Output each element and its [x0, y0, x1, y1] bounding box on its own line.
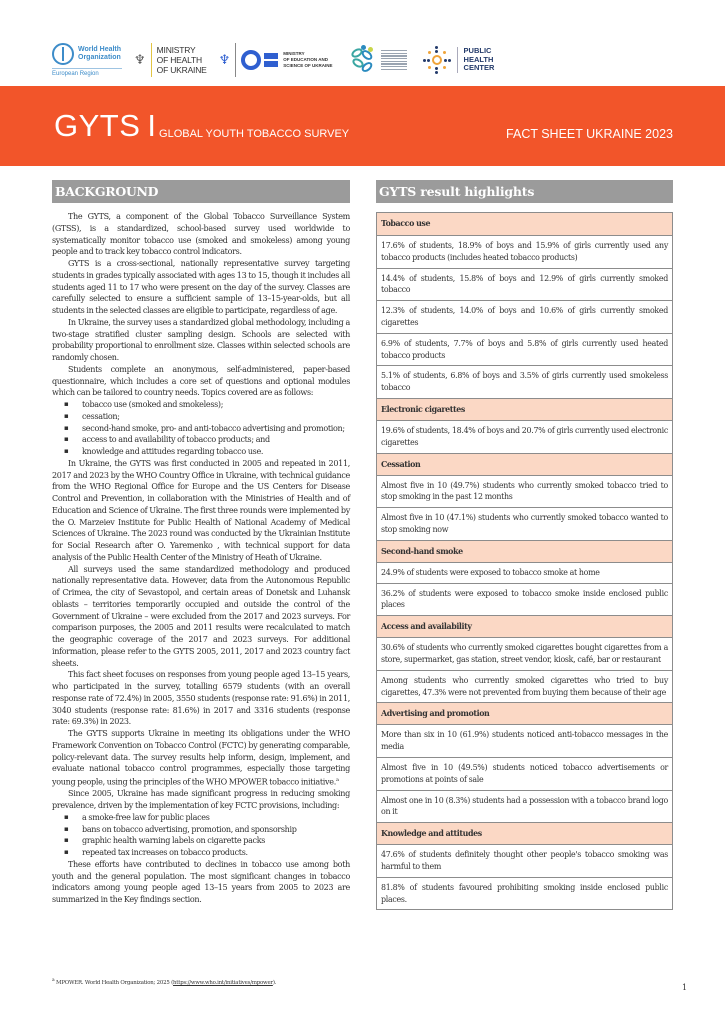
mpower-link[interactable]: https://www.who.int/initiatives/mpower — [172, 979, 273, 986]
phc-line3: CENTER — [463, 63, 495, 73]
fact-sheet-label: FACT SHEET UKRAINE 2023 — [506, 127, 673, 141]
who-region: European Region — [52, 68, 122, 77]
highlight-section-header: Second-hand smoke — [377, 540, 672, 562]
footnote-mark: a — [52, 978, 55, 983]
background-paragraph: In Ukraine, the survey uses a standardized global methodology, including a two-stage stratified cluster sampling design. Schools are selected with probability proportional to enrollment size. Classes within selected schools are randomly chosen. — [52, 317, 350, 362]
highlight-item: 19.6% of students, 18.4% of boys and 20.7% of girls currently used electronic cigarettes — [377, 420, 672, 453]
topics-list — [52, 399, 350, 458]
background-paragraph: The GYTS, a component of the Global Tobacco Surveillance System (GTSS), is a standardized, school-based survey used worldwide to systematically monitor tobacco use (smoked and smokeless) among young people and to track key tobacco control indicators. — [52, 212, 350, 257]
highlight-item: Almost five in 10 (49.7%) students who currently smoked tobacco tried to stop smoking in the past 12 months — [377, 475, 672, 508]
background-heading: BACKGROUND — [52, 180, 350, 203]
highlights-heading: GYTS result highlights — [376, 180, 673, 203]
background-paragraph: Students complete an anonymous, self-administered, paper-based questionnaire, which includes a core set of questions and optional modules which can be tailored to country needs. Topics covered are as follows: — [52, 364, 350, 398]
background-paragraph — [52, 728, 350, 788]
highlight-section-header: Tobacco use — [377, 213, 672, 235]
public-health-center-logo — [423, 38, 495, 82]
footnote-marker[interactable]: a — [335, 777, 339, 783]
highlight-section-header: Access and availability — [377, 615, 672, 637]
highlight-item: 14.4% of students, 15.8% of boys and 12.9% of girls currently smoked tobacco — [377, 268, 672, 301]
moh-line2: OF HEALTH — [156, 55, 202, 65]
phc-star-icon — [423, 46, 451, 74]
trident-icon: ♆ — [218, 52, 231, 68]
highlight-item: 36.2% of students were exposed to tobacco smoke inside enclosed public places — [377, 583, 672, 616]
banner-title — [54, 110, 349, 142]
mon-line1: MINISTRY — [283, 51, 305, 56]
background-paragraph: This fact sheet focuses on responses from young people aged 13–15 years, who participated in the survey, totalling 6579 students (with an overall response rate of 72.4%) in 2005, 3550 students (response rate: 91.6%) in 2011, 3040 students (response rate: 81.6%) in 2017 and 3316 students (response rate: 69.3%) in 2023. — [52, 670, 350, 727]
moh-line1: MINISTRY — [156, 45, 196, 55]
background-section — [52, 211, 350, 906]
who-name-line2: Organization — [78, 54, 121, 61]
mon-ring-icon — [241, 50, 261, 70]
highlight-item: 30.6% of students who currently smoked cigarettes bought cigarettes from a store, supermarket, gas station, street vendor, kiosk, café, bar or restaurant — [377, 637, 672, 670]
background-paragraph: These efforts have contributed to declines in tobacco use among both youth and the general population. The most significant changes in tobacco indicators among young people aged 13–15 years from 2005 to 2023 are summarized in the Key findings section. — [52, 859, 350, 905]
highlight-item: Almost five in 10 (47.1%) students who currently smoked tobacco wanted to stop smoking now — [377, 507, 672, 540]
mon-square-icon — [264, 53, 278, 67]
provision-item: ▪ a smoke-free law for public places — [52, 812, 350, 824]
mon-line2: OF EDUCATION AND — [283, 57, 329, 62]
highlight-item: Among students who currently smoked cigarettes who tried to buy cigarettes, 47.3% were not prevented from buying them because of their age — [377, 670, 672, 703]
page-number: 1 — [682, 983, 688, 992]
highlight-item: 81.8% of students favoured prohibiting smoking inside enclosed public places. — [377, 877, 672, 910]
who-europe-logo — [52, 38, 122, 82]
logo-divider — [235, 43, 236, 77]
highlight-item: 24.9% of students were exposed to tobacco smoke at home — [377, 562, 672, 583]
moh-line3: OF UKRAINE — [156, 65, 207, 75]
title-separator: I — [147, 108, 157, 143]
highlight-item: 17.6% of students, 18.9% of boys and 15.9% of girls currently used any tobacco products (includes heated tobacco products) — [377, 235, 672, 268]
highlight-section-header: Cessation — [377, 453, 672, 475]
highlight-item: 12.3% of students, 14.0% of boys and 10.6% of girls currently smoked cigarettes — [377, 300, 672, 333]
footnote-text: MPOWER. World Health Organization; 2025 ( — [56, 979, 173, 986]
footnote-end: ). — [272, 979, 277, 986]
trident-icon: ♆ — [134, 52, 146, 68]
background-paragraph: All surveys used the same standardized methodology and produced nationally representative data. However, data from the Autonomous Republic of Crimea, the city of Sevastopol, and certain areas of Donetsk and Luhansk oblasts – territories temporarily occupied and outside the control of the Government of Ukraine – were excluded from the 2017 and 2023 surveys. For comparison purposes, the 2005 and 2011 results were recalculated to match the geographic coverage of the 2017 and 2023 surveys. For additional information, please refer to the GYTS 2005, 2011, 2017 and 2023 country fact sheets. — [52, 564, 350, 668]
social-research-institute-logo — [349, 38, 423, 82]
topic-item: ▪ access to and availability of tobacco products; and — [52, 434, 350, 446]
highlight-item: 6.9% of students, 7.7% of boys and 5.8% of girls currently used heated tobacco products — [377, 333, 672, 366]
topic-item: ▪ knowledge and attitudes regarding tobacco use. — [52, 446, 350, 458]
background-paragraph: Since 2005, Ukraine has made significant progress in reducing smoking prevalence, driven by the implementation of key FCTC provisions, including: — [52, 789, 350, 811]
logo-divider — [151, 43, 152, 77]
topic-item: ▪ second-hand smoke, pro- and anti-tobacco advertising and promotion; — [52, 423, 350, 435]
phc-line1: PUBLIC — [463, 46, 492, 56]
mpower-paragraph-text: The GYTS supports Ukraine in meeting its obligations under the WHO Framework Convention on Tobacco Control (FCTC) by generating comparable, policy-relevant data. The survey results help inform, design, implement, and evaluate national tobacco control programmes, especially those targeting young people, using the principles of the WHO MPOWER tobacco initiative. — [52, 729, 350, 787]
provision-item: ▪ graphic health warning labels on cigarette packs — [52, 835, 350, 847]
background-paragraph: GYTS is a cross-sectional, nationally representative survey targeting students in grades typically associated with ages 13 to 15, though it includes all students aged 11 to 17 who were present on the day of the survey. Classes are carefully selected to ensure a sufficient sample of 13–15-year-olds, but all students in the selected classes are eligible to participate, regardless of age. — [52, 259, 350, 315]
highlight-item: 5.1% of students, 6.8% of boys and 3.5% of girls currently used smokeless tobacco — [377, 365, 672, 398]
title-banner — [0, 86, 725, 166]
footnote — [52, 978, 276, 986]
partner-logos — [52, 38, 672, 82]
who-name-line1: World Health — [78, 46, 122, 53]
highlight-item: Almost one in 10 (8.3%) students had a possession with a tobacco brand logo on it — [377, 790, 672, 823]
highlight-section-header: Advertising and promotion — [377, 702, 672, 724]
highlight-item: Almost five in 10 (49.5%) students noticed tobacco advertisements or promotions at points of sale — [377, 757, 672, 790]
topic-item: ▪ tobacco use (smoked and smokeless); — [52, 399, 350, 411]
institute-name-lines — [381, 50, 407, 70]
highlight-section-header: Electronic cigarettes — [377, 398, 672, 420]
highlight-section-header: Knowledge and attitudes — [377, 822, 672, 844]
highlight-item: 47.6% of students definitely thought other people's tobacco smoking was harmful to them — [377, 844, 672, 877]
gyts-acronym: GYTS — [54, 108, 141, 143]
ministry-health-logo — [134, 38, 219, 82]
background-paragraph: In Ukraine, the GYTS was first conducted in 2005 and repeated in 2011, 2017 and 2023 by the WHO Country Office in Ukraine, with technical guidance from the WHO Regional Office for Europe and the US Centers for Disease Control and Prevention, in collaboration with the Ministries of Health and of Education and Science of Ukraine. The first three rounds were implemented by the O. Marzeiev Institute for Public Health of National Academy of Medical Sciences of Ukraine. The 2023 round was conducted by the Ukrainian Institute for Social Research after O. Yaremenko , with technical support for data analysis of the Public Health Center of the Ministry of Heath of Ukraine. — [52, 458, 350, 562]
survey-full-name: GLOBAL YOUTH TOBACCO SURVEY — [159, 128, 350, 140]
who-emblem-icon — [52, 43, 74, 65]
topic-item: ▪ cessation; — [52, 411, 350, 423]
mon-line3: SCIENCE OF UKRAINE — [283, 63, 333, 68]
provision-item: ▪ repeated tax increases on tobacco products. — [52, 847, 350, 859]
provision-item: ▪ bans on tobacco advertising, promotion, and sponsorship — [52, 824, 350, 836]
highlights-table — [376, 212, 673, 910]
flower-icon — [349, 45, 377, 75]
provisions-list — [52, 812, 350, 859]
ministry-education-logo — [219, 38, 349, 82]
phc-line2: HEALTH — [463, 54, 494, 64]
highlight-item: More than six in 10 (61.9%) students noticed anti-tobacco messages in the media — [377, 724, 672, 757]
